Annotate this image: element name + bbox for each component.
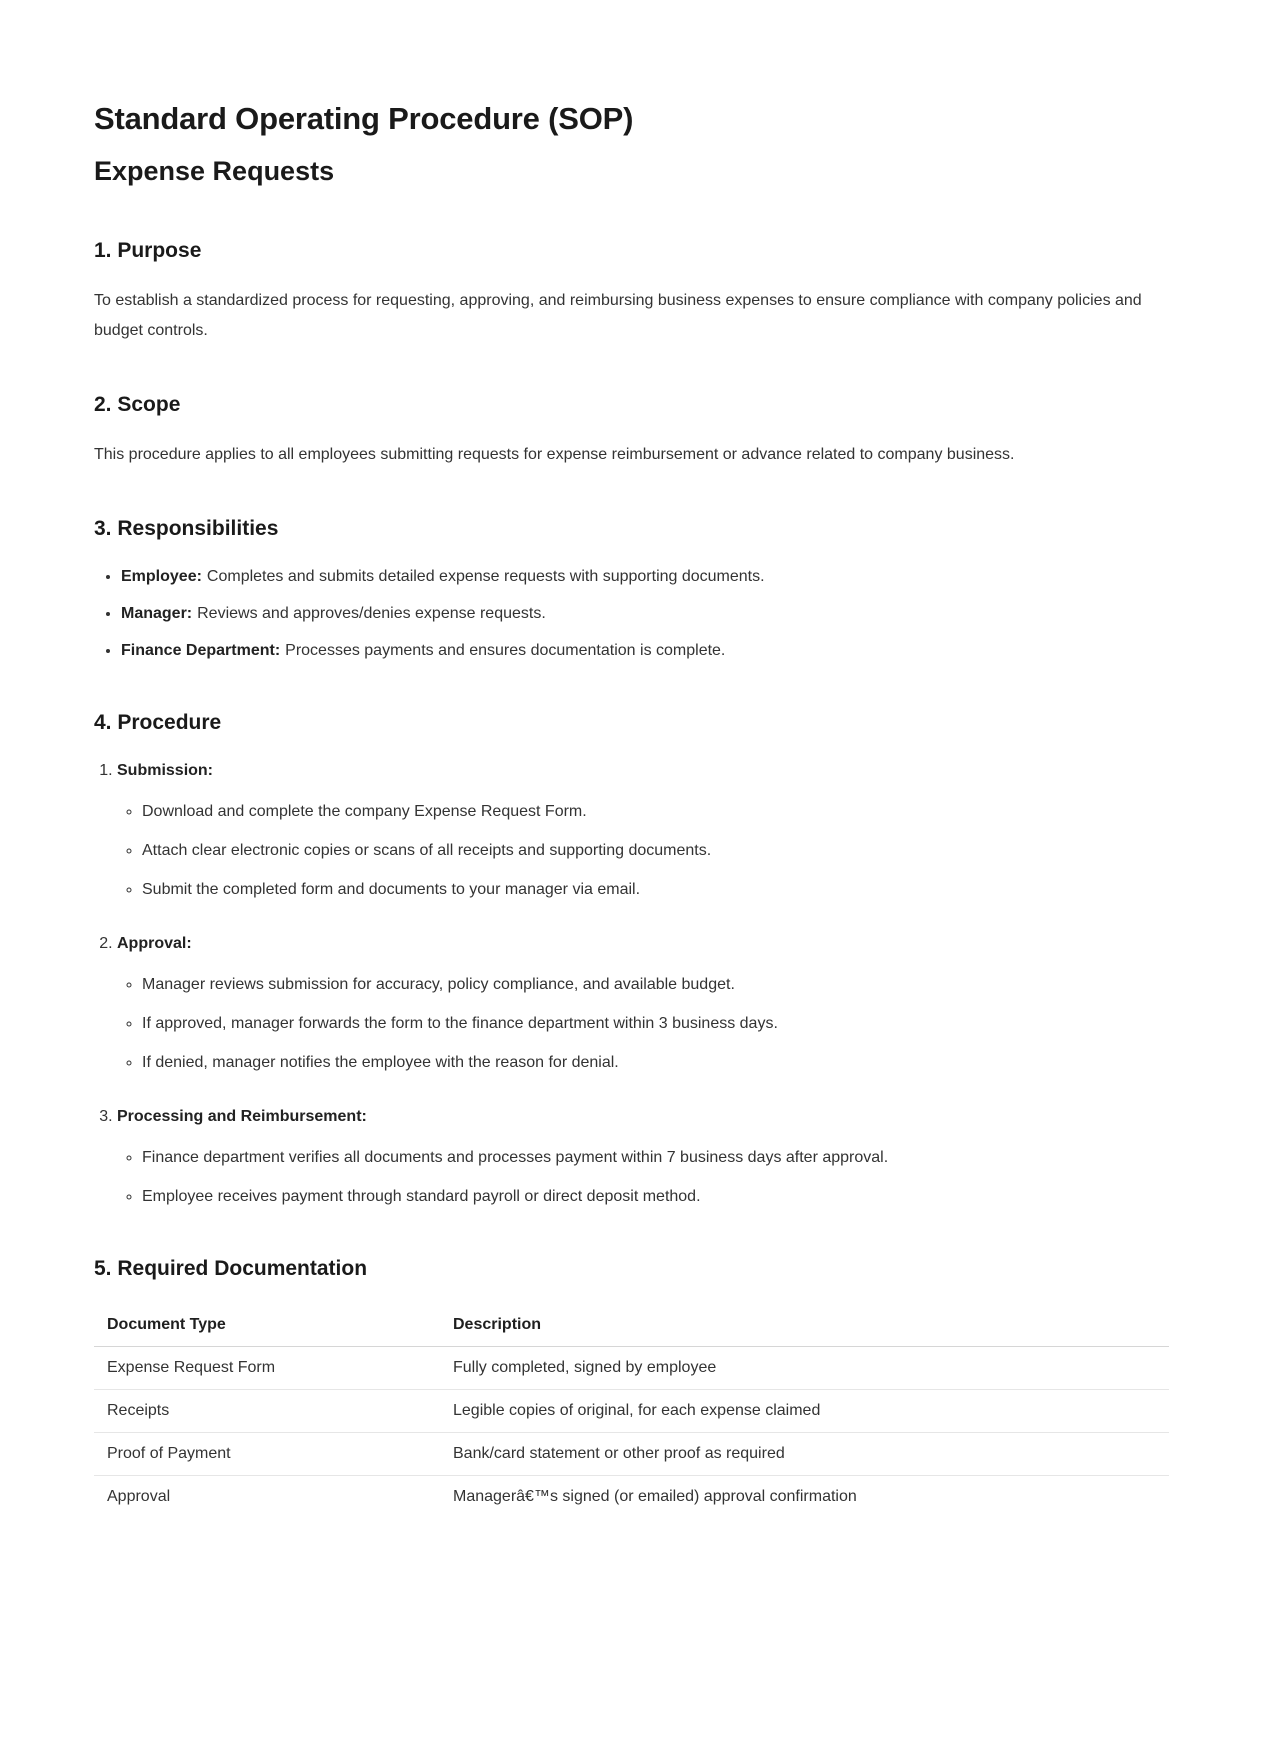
documentation-table	[94, 1304, 1169, 1518]
table-body	[94, 1347, 1169, 1519]
column-header-document-type: Document Type	[94, 1304, 440, 1347]
procedure-step	[117, 758, 1169, 903]
substep-item: ◦ Manager reviews submission for accuracy, policy compliance, and available budget.	[142, 972, 1169, 998]
list-item	[121, 638, 1169, 664]
purpose-heading: 1. Purpose	[94, 239, 202, 262]
bullet-text: Reviews and approves/denies expense requests.	[197, 605, 546, 622]
section-scope	[94, 392, 1169, 470]
procedure-list	[94, 758, 1169, 1210]
section-purpose	[94, 238, 1169, 346]
cell-document-type: Receipts	[94, 1390, 440, 1433]
substep-list	[117, 1145, 1169, 1210]
substep-item: ◦ If denied, manager notifies the employee with the reason for denial.	[142, 1050, 1169, 1076]
substep-list	[117, 972, 1169, 1076]
section-responsibilities	[94, 516, 1169, 664]
bullet-text: Processes payments and ensures documentation is complete.	[285, 642, 726, 659]
column-header-description: Description	[440, 1304, 1169, 1347]
cell-document-type: Proof of Payment	[94, 1433, 440, 1476]
cell-description: Bank/card statement or other proof as required	[440, 1433, 1169, 1476]
table-row	[94, 1476, 1169, 1519]
step-label: Submission:	[117, 762, 214, 779]
document-title: Standard Operating Procedure (SOP)	[94, 101, 634, 136]
list-item	[121, 564, 1169, 590]
cell-description: Managerâ€™s signed (or emailed) approval confirmation	[453, 1488, 857, 1505]
bullet-text: Completes and submits detailed expense requests with supporting documents.	[206, 568, 765, 585]
substep-item: ◦ If approved, manager forwards the form to the finance department within 3 business days.	[142, 1011, 1169, 1037]
procedure-step	[117, 1104, 1169, 1210]
step-label: Processing and Reimbursement:	[117, 1108, 367, 1125]
list-item	[121, 601, 1169, 627]
bullet-label: Manager:	[121, 605, 193, 622]
section-procedure	[94, 710, 1169, 1210]
section-required-documentation	[94, 1256, 1169, 1518]
substep-item: ◦ Attach clear electronic copies or scans of all receipts and supporting documents.	[142, 838, 1169, 864]
purpose-paragraph: To establish a standardized process for requesting, approving, and reimbursing business expenses to ensure compliance with company policies and budget controls.	[94, 292, 1142, 339]
cell-document-type: Expense Request Form	[94, 1347, 440, 1390]
table-row	[94, 1433, 1169, 1476]
step-label: Approval:	[117, 935, 192, 952]
procedure-step	[117, 931, 1169, 1076]
bullet-label: Finance Department:	[121, 642, 281, 659]
table-header-row	[94, 1304, 1169, 1347]
substep-item: ◦ Finance department verifies all documents and processes payment within 7 business days after approval.	[142, 1145, 1169, 1171]
cell-document-type: Approval	[107, 1488, 171, 1505]
scope-heading: 2. Scope	[94, 393, 181, 416]
procedure-heading: 4. Procedure	[94, 711, 222, 734]
cell-description: Fully completed, signed by employee	[440, 1347, 1169, 1390]
responsibilities-heading: 3. Responsibilities	[94, 517, 279, 540]
substep-list	[117, 799, 1169, 903]
responsibilities-list	[94, 564, 1169, 664]
cell-description: Legible copies of original, for each expense claimed	[440, 1390, 1169, 1433]
table-row	[94, 1347, 1169, 1390]
required-documentation-heading: 5. Required Documentation	[94, 1257, 368, 1280]
table-row	[94, 1390, 1169, 1433]
document-subtitle: Expense Requests	[94, 156, 335, 186]
scope-paragraph: This procedure applies to all employees submitting requests for expense reimbursement or advance related to company business.	[94, 446, 1015, 463]
substep-item: ◦ Employee receives payment through standard payroll or direct deposit method.	[142, 1184, 1169, 1210]
substep-item: ◦ Submit the completed form and documents to your manager via email.	[142, 877, 1169, 903]
substep-item: ◦ Download and complete the company Expense Request Form.	[142, 799, 1169, 825]
table-header	[94, 1304, 1169, 1347]
bullet-label: Employee:	[121, 568, 202, 585]
